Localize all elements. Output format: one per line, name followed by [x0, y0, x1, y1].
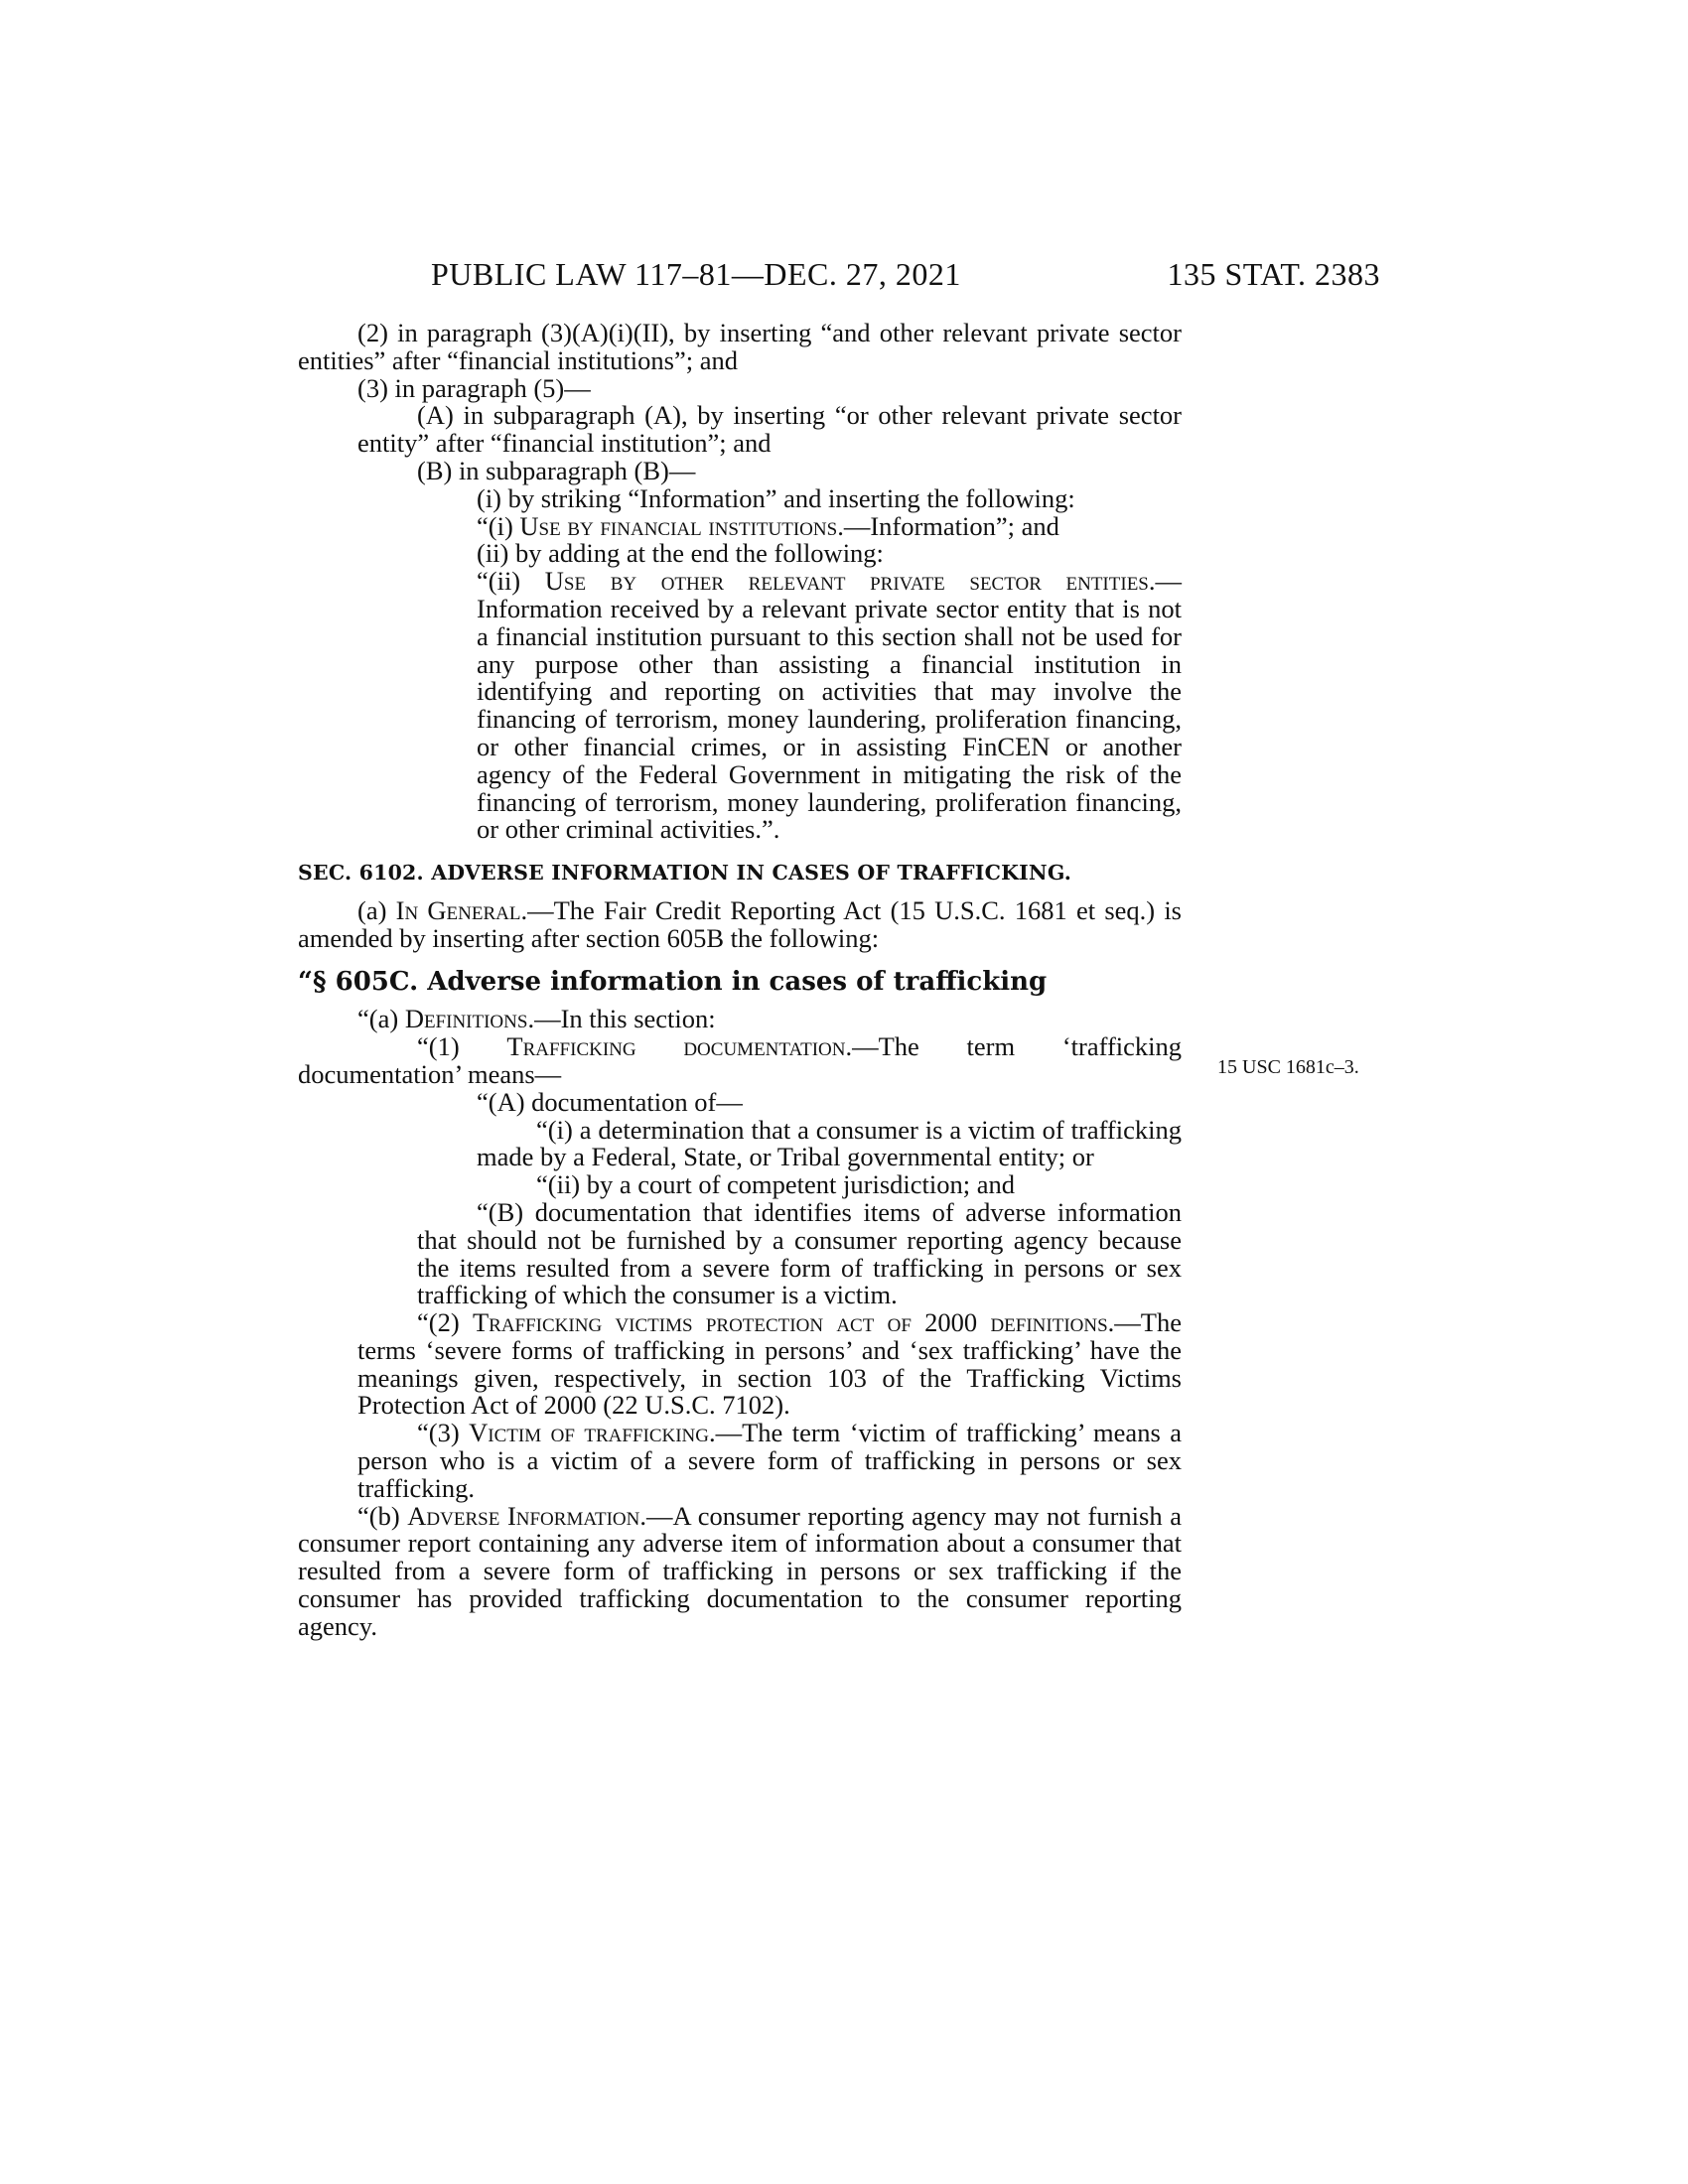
subsection-number: “(b) [357, 1500, 400, 1531]
clause-number: “(i) [477, 510, 513, 541]
paragraph-text: —The terms ‘severe forms of trafficking in persons’ and ‘sex trafficking’ have the meanings given, respectively, in section 103 of the Trafficking Victims Protection Act of 2000 (22 U.S.C. 7102). [357, 1307, 1182, 1421]
subsection-text: —A consumer reporting agency may not furnish a consumer report containing any adverse item of information about a consumer that resulted from a severe form of trafficking in persons or sex trafficking if the consumer has provided trafficking documentation to the consumer reporting agency. [298, 1500, 1182, 1641]
clause-text: —Information received by a relevant private sector entity that is not a financial institution pursuant to this section shall not be used for any purpose other than assisting a financial institution in identifying and reporting on activities that may involve the financing of terrorism, money laundering, proliferation financing, or other financial crimes, or in assisting FinCEN or another agency of the Federal Government in mitigating the risk of the financing of terrorism, money laundering, proliferation financing, or other criminal activities.”. [477, 566, 1182, 845]
definition-1-A-ii: “(ii) by a court of competent jurisdiction; and [536, 1169, 1016, 1200]
clause-text: —Information”; and [843, 510, 1059, 541]
paragraph-number: “(1) [417, 1031, 460, 1062]
clause-heading: Use by financial institutions. [519, 510, 844, 541]
definition-3 [298, 1420, 1182, 1502]
section-heading: SEC. 6102. ADVERSE INFORMATION IN CASES OF TRAFFICKING. [298, 861, 1072, 886]
subparagraph-A: (A) in subparagraph (A), by inserting “or other relevant private sector entity” after “financial institution”; and [357, 400, 1182, 459]
paragraph-heading: Victim of trafficking. [469, 1418, 716, 1448]
header-stat-page: 135 STAT. 2383 [1167, 256, 1380, 292]
paragraph-heading: Trafficking documentation. [506, 1031, 853, 1062]
paragraph-number: “(3) [417, 1418, 460, 1448]
clause-heading: Use by other relevant private sector entities. [544, 566, 1156, 597]
definitions-subsection [298, 1006, 1182, 1033]
definition-1 [298, 1033, 1182, 1089]
clause-i-strike: (i) by striking “Information” and inserting the following: [477, 482, 1075, 513]
paragraph-3: (3) in paragraph (5)— [357, 372, 591, 403]
subsection-heading: Adverse Information. [407, 1500, 646, 1531]
definition-1-B: “(B) documentation that identifies items of adverse information that should not be furnished by a consumer reporting agency because the items resulted from a severe form of trafficking in persons or sex trafficking of which the consumer is a victim. [417, 1196, 1182, 1310]
subsection-text: —The Fair Credit Reporting Act (15 U.S.C. 1681 et seq.) is amended by inserting after section 605B the following: [298, 894, 1182, 953]
paragraph-text: —The term ‘trafficking documentation’ means— [298, 1031, 1183, 1089]
clause-ii-add: (ii) by adding at the end the following: [477, 538, 884, 569]
clause-number: “(ii) [477, 566, 521, 597]
clause-ii-quoted [298, 568, 1182, 844]
subparagraph-B: (B) in subparagraph (B)— [417, 455, 696, 485]
definition-2 [298, 1309, 1182, 1420]
page-header [431, 256, 1380, 296]
margin-citation: 15 USC 1681c–3. [1217, 1056, 1359, 1078]
clause-i-quoted [298, 510, 1182, 541]
header-public-law: PUBLIC LAW 117–81—DEC. 27, 2021 [431, 256, 961, 292]
subsection-b [298, 1500, 1182, 1641]
subsection-heading: In General. [395, 894, 528, 925]
definition-1-A: “(A) documentation of— [477, 1086, 743, 1117]
subsection-a [298, 894, 1182, 953]
paragraph-text: —The term ‘victim of trafficking’ means a person who is a victim of a severe form of trafficking in persons or sex trafficking. [357, 1418, 1182, 1503]
definition-1-A-i: “(i) a determination that a consumer is a victim of trafficking made by a Federal, State, or Tribal governmental entity; or [477, 1114, 1182, 1172]
paragraph-number: “(2) [417, 1307, 460, 1338]
subsection-number: (a) [357, 894, 387, 925]
paragraph-2: (2) in paragraph (3)(A)(i)(II), by inserting “and other relevant private sector entities” after “financial institutions”; and [298, 318, 1182, 375]
subsection-number: “(a) [357, 1004, 399, 1034]
document-body [298, 320, 1182, 1641]
paragraph-heading: Trafficking victims protection act of 2000 definitions. [472, 1307, 1115, 1338]
subsection-text: —In this section: [534, 1004, 716, 1034]
subsection-heading: Definitions. [404, 1004, 535, 1034]
section-605c-heading: “§ 605C. Adverse information in cases of trafficking [298, 966, 1048, 997]
